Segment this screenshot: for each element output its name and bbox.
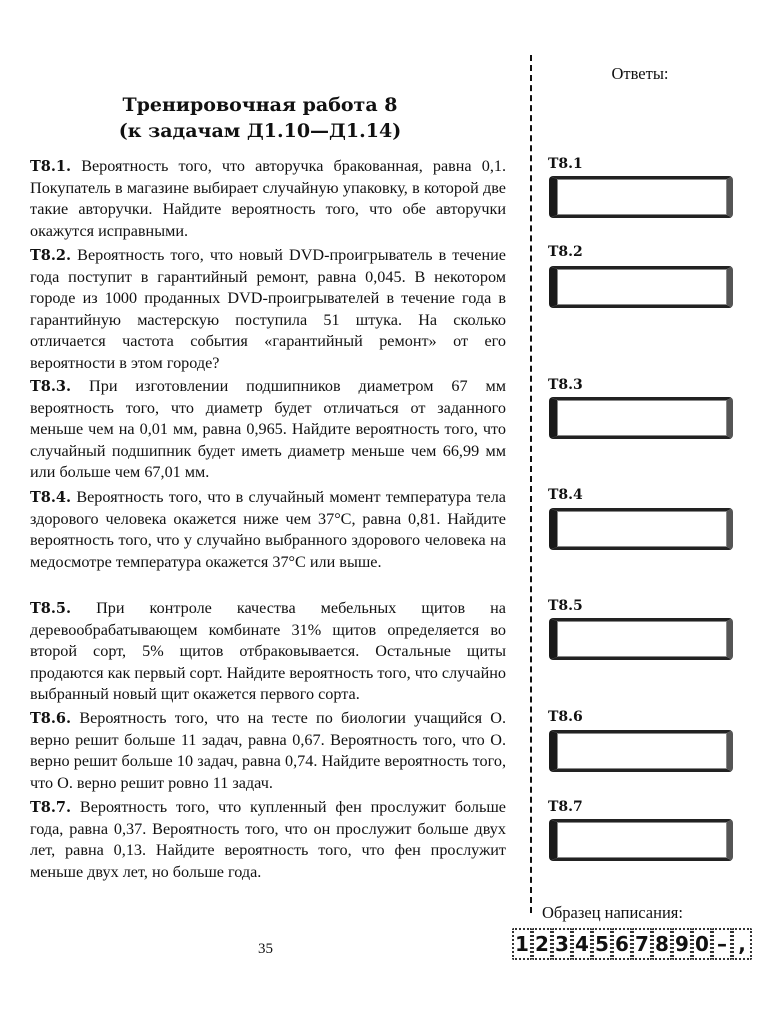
- problem-t8-6: [30, 708, 506, 794]
- problem-number: T8.4.: [30, 489, 72, 506]
- answer-box-t8-1[interactable]: [549, 176, 733, 218]
- problem-text: Вероятность того, что в случайный момент температура тела здорового человека окажется ниже чем 37°C, равна 0,81. Найдите вероятность того, что у случайно выбранного здорового человека на медосмотре температура окажется 37°C или выше.: [30, 488, 506, 571]
- cut-line-divider: [530, 55, 532, 913]
- problem-number: T8.1.: [30, 158, 72, 175]
- sample-char: 3: [552, 928, 572, 960]
- answer-label-t8-4: T8.4: [548, 487, 583, 503]
- problem-text: Вероятность того, что на тесте по биологии учащийся О. верно решит больше 11 задач, равна 0,67. Вероятность того, что О. верно решит больше 10 задач, равна 0,74. Найдите вероятность того, что О. верно решит ровно 11 задач.: [30, 709, 506, 792]
- problem-text: При контроле качества мебельных щитов на деревообрабатывающем комбинате 31% щитов определяется во второй сорт, 5% щитов отбраковывается. Остальные щиты продаются как первый сорт. Найдите вероятность того, что случайно выбранный новый щит окажется первого сорта.: [30, 599, 506, 704]
- problem-t8-5: [30, 598, 506, 706]
- writing-sample-label: Образец написания:: [542, 903, 683, 922]
- problem-text: Вероятность того, что авторучка бракованная, равна 0,1. Покупатель в магазине выбирает случайную упаковку, в которой две такие авторучки. Найдите вероятность того, что обе авторучки окажутся исправными.: [30, 157, 507, 240]
- title-line-2: (к задачам Д1.10—Д1.14): [118, 120, 402, 142]
- answer-label-t8-6: T8.6: [548, 709, 583, 725]
- page-number: 35: [258, 941, 273, 957]
- problem-number: T8.3.: [30, 378, 72, 395]
- answer-box-t8-4[interactable]: [549, 508, 733, 550]
- answers-header: Ответы:: [611, 64, 669, 83]
- sample-char: 0: [692, 928, 712, 960]
- sample-char: ,: [732, 928, 752, 960]
- answer-box-t8-3[interactable]: [549, 397, 733, 439]
- sample-char: –: [712, 928, 732, 960]
- answer-label-t8-7: T8.7: [548, 799, 583, 815]
- sample-char: 4: [572, 928, 592, 960]
- problem-text: Вероятность того, что купленный фен прослужит больше года, равна 0,37. Вероятность того, что он прослужит больше двух лет, равна 0,13. Найдите вероятность того, что фен прослужит меньше двух лет, но больше года.: [30, 798, 506, 881]
- sample-char: 5: [592, 928, 612, 960]
- answer-label-t8-5: T8.5: [548, 598, 583, 614]
- problem-number: T8.2.: [30, 247, 72, 264]
- answer-label-t8-1: T8.1: [548, 156, 583, 172]
- title-line-1: Тренировочная работа 8: [122, 94, 398, 116]
- answer-box-t8-6[interactable]: [549, 730, 733, 772]
- problem-text: При изготовлении подшипников диаметром 67 мм вероятность того, что диаметр будет отличаться от заданного меньше чем на 0,01 мм, равна 0,965. Найдите вероятность того, что случайный подшипник будет иметь диаметр меньше чем 66,99 мм или больше чем 67,01 мм.: [30, 377, 507, 482]
- sample-char: 9: [672, 928, 692, 960]
- answer-box-t8-5[interactable]: [549, 618, 733, 660]
- problem-number: T8.5.: [30, 600, 72, 617]
- answer-label-t8-3: T8.3: [548, 377, 583, 393]
- problem-t8-3: [30, 376, 506, 484]
- answer-label-t8-2: T8.2: [548, 244, 583, 260]
- problem-number: T8.7.: [30, 799, 72, 816]
- sample-char: 6: [612, 928, 632, 960]
- problem-t8-4: [30, 487, 506, 573]
- sample-char: 2: [532, 928, 552, 960]
- sample-char: 1: [512, 928, 532, 960]
- sample-char: 8: [652, 928, 672, 960]
- sample-char: 7: [632, 928, 652, 960]
- answer-box-t8-7[interactable]: [549, 819, 733, 861]
- problem-t8-7: [30, 797, 506, 883]
- problem-text: Вероятность того, что новый DVD-проигрыватель в течение года поступит в гарантийный ремонт, равна 0,045. В некотором городе из 1000 проданных DVD-проигрывателей в течение года в гарантийную мастерскую поступила 51 штука. На сколько отличается частота события «гарантийный ремонт» от его вероятности в этом городе?: [30, 246, 506, 372]
- problem-t8-1: [30, 156, 506, 242]
- problem-t8-2: [30, 245, 506, 375]
- answer-box-t8-2[interactable]: [549, 266, 733, 308]
- writing-sample-row: [512, 928, 752, 960]
- problem-number: T8.6.: [30, 710, 72, 727]
- page-title: [60, 92, 460, 144]
